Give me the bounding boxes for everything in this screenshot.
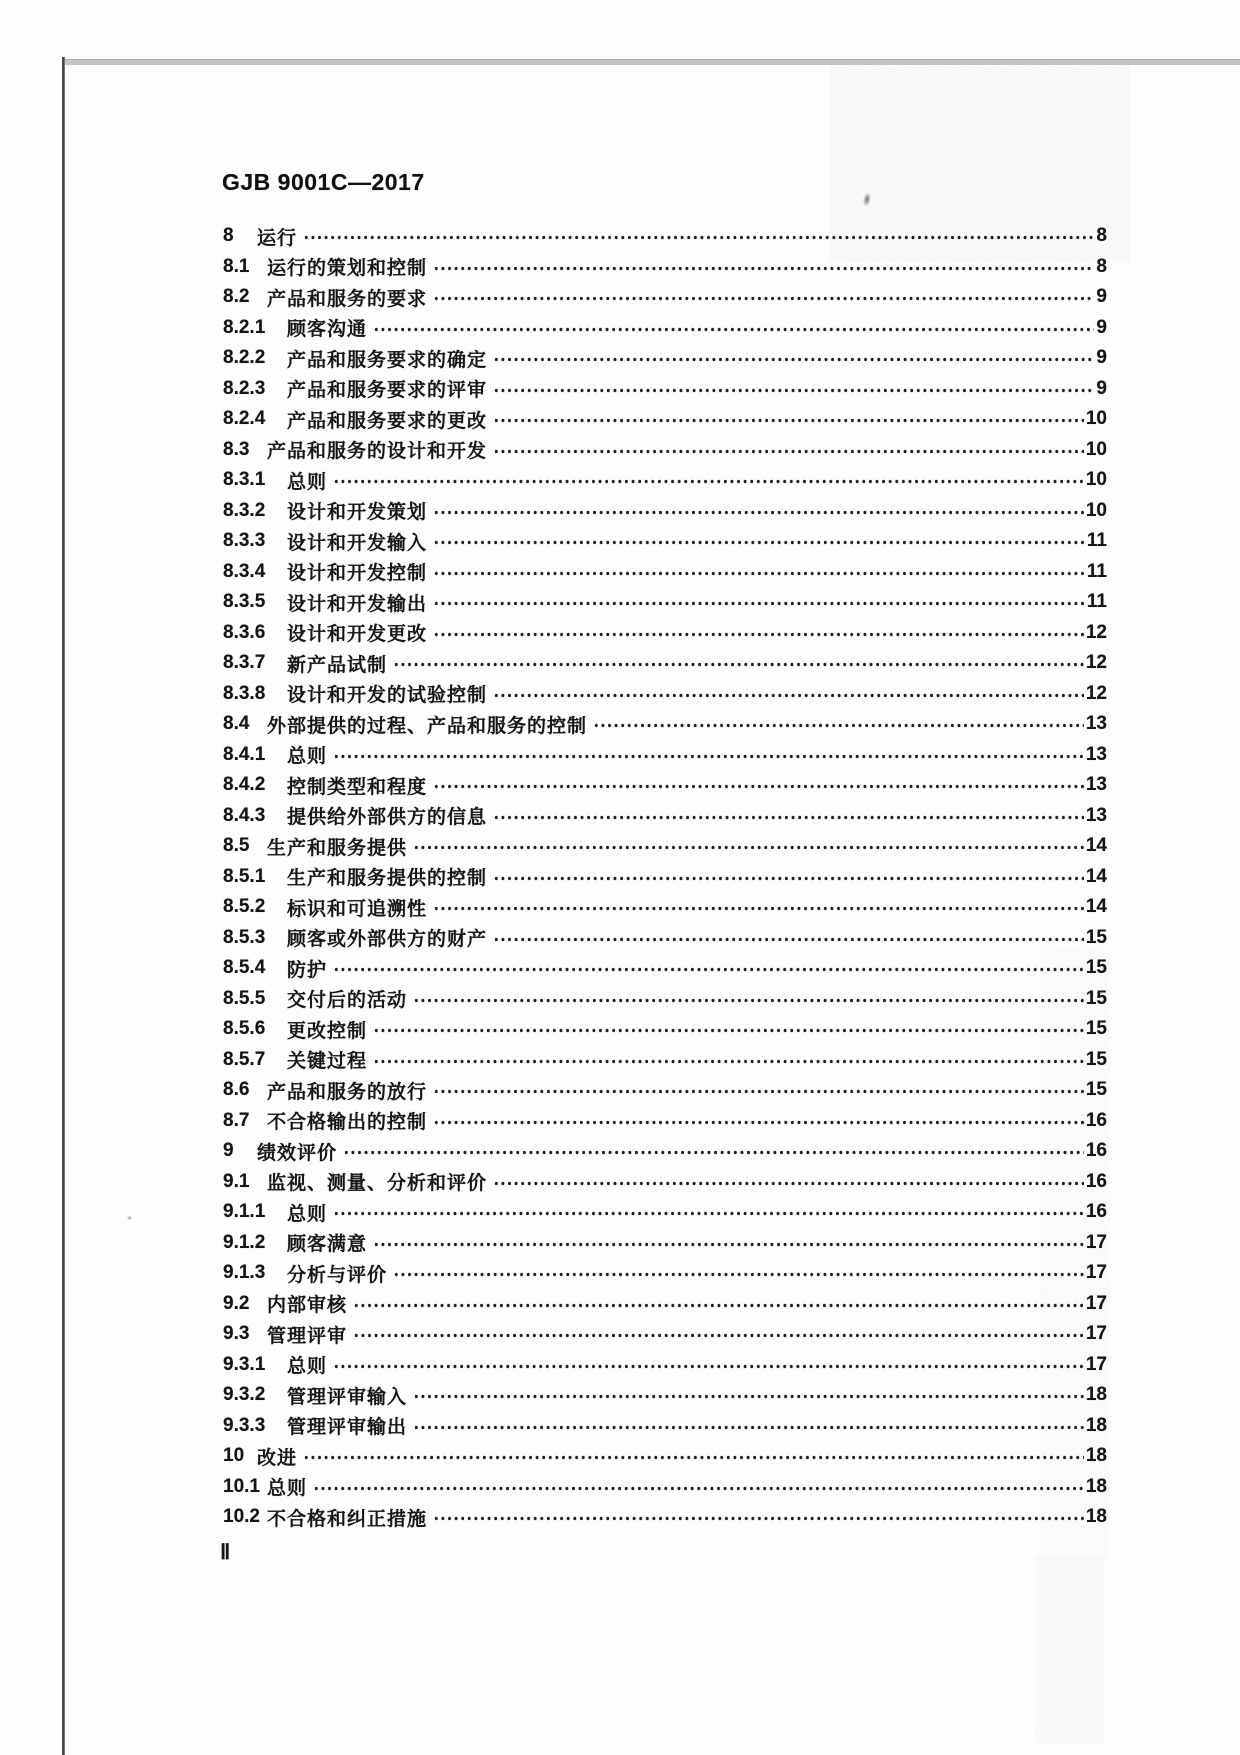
toc-entry <box>223 496 1107 527</box>
toc-entry-title: 总则 <box>287 1203 328 1225</box>
toc-entry-number: 8.3.1 <box>223 469 266 491</box>
dot-leader <box>433 1106 1084 1137</box>
toc-entry <box>223 221 1107 252</box>
dot-leader <box>493 404 1084 435</box>
scan-top-edge-line <box>62 59 1240 65</box>
toc-entry-number: 8.3.8 <box>223 682 266 704</box>
toc-entry-title: 产品和服务要求的评审 <box>287 380 488 402</box>
toc-entry-number: 8.2 <box>223 286 250 308</box>
toc-entry-title: 设计和开发更改 <box>287 624 428 646</box>
dot-leader <box>493 343 1094 374</box>
toc-entry-number: 8.4.1 <box>223 743 266 765</box>
toc-entry <box>223 435 1107 466</box>
toc-entry-title: 顾客满意 <box>287 1234 368 1256</box>
toc-entry <box>223 1502 1107 1533</box>
dot-leader <box>433 557 1085 588</box>
toc-entry <box>223 801 1107 832</box>
toc-entry-page: 15 <box>1085 1018 1107 1040</box>
dot-leader <box>313 1472 1084 1503</box>
toc-entry-page: 13 <box>1085 774 1107 796</box>
toc-entry <box>223 892 1107 923</box>
toc-entry-title: 产品和服务的放行 <box>267 1081 428 1103</box>
page-number-footer: Ⅱ <box>220 1540 231 1564</box>
doc-standard-number: GJB 9001C—2017 <box>222 169 425 195</box>
toc-entry <box>223 1045 1107 1076</box>
toc-entry <box>223 740 1107 771</box>
dot-leader <box>393 1258 1084 1289</box>
toc-entry-number: 8.7 <box>223 1109 250 1131</box>
dot-leader <box>373 313 1094 344</box>
toc-entry-title: 分析与评价 <box>287 1264 388 1286</box>
toc-entry <box>223 1106 1107 1137</box>
toc-entry-number: 10.1 <box>223 1475 260 1497</box>
toc-entry <box>223 709 1107 740</box>
toc-entry <box>223 557 1107 588</box>
dot-leader <box>493 923 1084 954</box>
toc-entry-title: 顾客或外部供方的财产 <box>287 929 488 951</box>
dot-leader <box>413 1411 1084 1442</box>
toc-entry-title: 生产和服务提供 <box>267 837 408 859</box>
dot-leader <box>373 1228 1084 1259</box>
toc-entry-number: 8.3.7 <box>223 652 266 674</box>
scan-speck-mark <box>127 1216 132 1220</box>
dot-leader <box>593 709 1084 740</box>
toc-entry-number: 9.1.1 <box>223 1201 266 1223</box>
toc-entry-page: 14 <box>1085 865 1107 887</box>
toc-entry <box>223 618 1107 649</box>
toc-entry <box>223 252 1107 283</box>
toc-entry-title: 总则 <box>287 746 328 768</box>
toc-entry-page: 13 <box>1085 743 1107 765</box>
toc-entry-title: 总则 <box>287 471 328 493</box>
toc-entry <box>223 1197 1107 1228</box>
dot-leader <box>413 831 1084 862</box>
toc-entry-number: 8.4.3 <box>223 804 266 826</box>
toc-entry-title: 运行 <box>257 227 298 249</box>
toc-entry-number: 8.5.3 <box>223 926 266 948</box>
toc-entry-page: 10 <box>1085 499 1107 521</box>
toc-entry-page: 18 <box>1085 1414 1107 1436</box>
toc-entry-page: 17 <box>1085 1323 1107 1345</box>
dot-leader <box>493 801 1084 832</box>
toc-entry <box>223 1350 1107 1381</box>
toc-entry <box>223 587 1107 618</box>
toc-entry-page: 15 <box>1085 926 1107 948</box>
toc-entry <box>223 770 1107 801</box>
dot-leader <box>493 374 1094 405</box>
dot-leader <box>353 1319 1084 1350</box>
toc-entry <box>223 1167 1107 1198</box>
toc-entry-page: 10 <box>1085 469 1107 491</box>
toc-entry-title: 设计和开发控制 <box>287 563 428 585</box>
dot-leader <box>433 1502 1084 1533</box>
toc-entry-page: 17 <box>1085 1231 1107 1253</box>
toc-entry-number: 8.3.6 <box>223 621 266 643</box>
toc-entry-number: 8.2.1 <box>223 316 266 338</box>
toc-entry-page: 11 <box>1086 591 1107 613</box>
toc-entry-number: 9.3.1 <box>223 1353 266 1375</box>
toc-entry-title: 标识和可追溯性 <box>287 898 428 920</box>
dot-leader <box>493 435 1084 466</box>
toc-entry-number: 9 <box>223 1140 234 1162</box>
dot-leader <box>333 953 1084 984</box>
toc-entry <box>223 1411 1107 1442</box>
toc-entry-page: 17 <box>1085 1262 1107 1284</box>
toc-entry-page: 9 <box>1096 286 1107 308</box>
dot-leader <box>333 1197 1084 1228</box>
toc-entry-number: 10 <box>223 1445 245 1467</box>
dot-leader <box>493 679 1084 710</box>
toc-entry-number: 8.2.2 <box>223 347 266 369</box>
toc-entry-title: 设计和开发输入 <box>287 532 428 554</box>
toc-entry-title: 不合格输出的控制 <box>267 1112 428 1134</box>
toc-entry-page: 8 <box>1096 225 1107 247</box>
toc-entry-title: 内部审核 <box>267 1295 348 1317</box>
toc-entry-title: 产品和服务的要求 <box>267 288 428 310</box>
toc-entry <box>223 831 1107 862</box>
toc-entry <box>223 1319 1107 1350</box>
toc-entry-page: 12 <box>1085 682 1107 704</box>
dot-leader <box>433 252 1094 283</box>
toc-entry <box>223 1472 1107 1503</box>
toc-entry-page: 11 <box>1086 530 1107 552</box>
toc-entry-number: 8.5.6 <box>223 1018 266 1040</box>
dot-leader <box>303 221 1094 252</box>
dot-leader <box>303 1441 1084 1472</box>
toc-entry-number: 10.2 <box>223 1506 260 1528</box>
toc-entry <box>223 862 1107 893</box>
toc-entry-number: 8.5.1 <box>223 865 266 887</box>
toc-entry-title: 产品和服务要求的确定 <box>287 349 488 371</box>
toc-entry-number: 8.2.3 <box>223 377 266 399</box>
toc-entry-title: 总则 <box>287 1356 328 1378</box>
toc-entry <box>223 1258 1107 1289</box>
scan-smudge-mark <box>862 191 873 207</box>
toc-entry-number: 8 <box>223 225 234 247</box>
toc-entry-title: 总则 <box>267 1478 308 1500</box>
toc-entry-page: 17 <box>1085 1353 1107 1375</box>
toc-entry-number: 8.3.3 <box>223 530 266 552</box>
toc-entry <box>223 1228 1107 1259</box>
toc-entry-page: 9 <box>1096 316 1107 338</box>
toc-entry-number: 8.4.2 <box>223 774 266 796</box>
toc-entry-page: 18 <box>1085 1445 1107 1467</box>
toc-entry-title: 不合格和纠正措施 <box>267 1508 428 1530</box>
dot-leader <box>333 1350 1084 1381</box>
toc-entry-page: 15 <box>1085 987 1107 1009</box>
toc-entry <box>223 923 1107 954</box>
scan-noise-bottom-right <box>1035 1555 1105 1745</box>
dot-leader <box>333 465 1084 496</box>
dot-leader <box>353 1289 1084 1320</box>
toc-entry-number: 9.2 <box>223 1292 250 1314</box>
toc-entry-title: 绩效评价 <box>257 1142 338 1164</box>
dot-leader <box>413 984 1084 1015</box>
toc-entry-title: 设计和开发的试验控制 <box>287 685 488 707</box>
toc-entry-number: 8.4 <box>223 713 250 735</box>
dot-leader <box>433 770 1084 801</box>
toc-entry <box>223 1075 1107 1106</box>
toc-entry <box>223 953 1107 984</box>
toc-entry-title: 新产品试制 <box>287 654 388 676</box>
dot-leader <box>433 618 1084 649</box>
toc-entry <box>223 465 1107 496</box>
toc-entry-number: 9.3.3 <box>223 1414 266 1436</box>
toc-entry-page: 13 <box>1085 804 1107 826</box>
toc-entry-page: 9 <box>1096 347 1107 369</box>
dot-leader <box>393 648 1084 679</box>
toc-entry-number: 8.3.5 <box>223 591 266 613</box>
toc-entry <box>223 1441 1107 1472</box>
toc-entry-page: 14 <box>1085 835 1107 857</box>
toc-entry <box>223 313 1107 344</box>
toc-entry-title: 产品和服务要求的更改 <box>287 410 488 432</box>
toc-entry-title: 防护 <box>287 959 328 981</box>
dot-leader <box>333 740 1084 771</box>
toc-entry-number: 8.5.7 <box>223 1048 266 1070</box>
toc-entry-number: 8.5.5 <box>223 987 266 1009</box>
toc-entry-page: 15 <box>1085 1048 1107 1070</box>
toc-entry-title: 产品和服务的设计和开发 <box>267 441 488 463</box>
toc-entry-number: 8.5 <box>223 835 250 857</box>
toc-entry-number: 8.1 <box>223 255 250 277</box>
toc-entry-page: 16 <box>1085 1170 1107 1192</box>
toc-entry-number: 9.1 <box>223 1170 250 1192</box>
toc-entry <box>223 1136 1107 1167</box>
toc-entry-page: 14 <box>1085 896 1107 918</box>
dot-leader <box>413 1380 1084 1411</box>
toc-entry-number: 8.3.2 <box>223 499 266 521</box>
toc-entry-title: 更改控制 <box>287 1020 368 1042</box>
toc-entry-number: 8.5.2 <box>223 896 266 918</box>
toc-entry-title: 顾客沟通 <box>287 319 368 341</box>
toc-entry-page: 12 <box>1085 621 1107 643</box>
toc-entry-title: 设计和开发输出 <box>287 593 428 615</box>
toc-entry-page: 13 <box>1085 713 1107 735</box>
toc-entry-title: 提供给外部供方的信息 <box>287 807 488 829</box>
toc-entry <box>223 404 1107 435</box>
toc-entry-number: 8.5.4 <box>223 957 266 979</box>
toc-entry-title: 关键过程 <box>287 1051 368 1073</box>
toc-entry-page: 8 <box>1096 255 1107 277</box>
toc-entry <box>223 374 1107 405</box>
dot-leader <box>343 1136 1084 1167</box>
toc-entry-page: 9 <box>1096 377 1107 399</box>
toc-entry-number: 8.3.4 <box>223 560 266 582</box>
toc-entry <box>223 679 1107 710</box>
toc-entry-title: 外部提供的过程、产品和服务的控制 <box>267 715 588 737</box>
toc-entry-number: 8.6 <box>223 1079 250 1101</box>
toc-entry <box>223 1289 1107 1320</box>
toc-entry-title: 改进 <box>257 1447 298 1469</box>
toc-entry <box>223 984 1107 1015</box>
toc-entry-number: 9.1.3 <box>223 1262 266 1284</box>
dot-leader <box>493 1167 1084 1198</box>
toc-entry-title: 设计和开发策划 <box>287 502 428 524</box>
dot-leader <box>433 282 1094 313</box>
toc-entry-page: 18 <box>1085 1506 1107 1528</box>
table-of-contents <box>223 221 1107 1533</box>
toc-entry-title: 控制类型和程度 <box>287 776 428 798</box>
toc-entry-number: 9.3.2 <box>223 1384 266 1406</box>
toc-entry-title: 生产和服务提供的控制 <box>287 868 488 890</box>
scan-left-edge-line <box>62 57 65 1755</box>
toc-entry <box>223 343 1107 374</box>
toc-entry-title: 监视、测量、分析和评价 <box>267 1173 488 1195</box>
toc-entry-page: 18 <box>1085 1384 1107 1406</box>
dot-leader <box>373 1045 1084 1076</box>
toc-entry-page: 16 <box>1085 1201 1107 1223</box>
dot-leader <box>433 1075 1084 1106</box>
toc-entry-title: 交付后的活动 <box>287 990 408 1012</box>
dot-leader <box>433 526 1085 557</box>
toc-entry-number: 8.2.4 <box>223 408 266 430</box>
toc-entry-page: 12 <box>1085 652 1107 674</box>
toc-entry-title: 运行的策划和控制 <box>267 258 428 280</box>
toc-entry-page: 15 <box>1085 1079 1107 1101</box>
dot-leader <box>373 1014 1084 1045</box>
toc-entry-page: 16 <box>1085 1109 1107 1131</box>
toc-entry-title: 管理评审输出 <box>287 1417 408 1439</box>
toc-entry-number: 8.3 <box>223 438 250 460</box>
toc-entry <box>223 648 1107 679</box>
toc-entry-page: 10 <box>1085 408 1107 430</box>
toc-entry-title: 管理评审输入 <box>287 1386 408 1408</box>
toc-entry <box>223 1014 1107 1045</box>
toc-entry-number: 9.1.2 <box>223 1231 266 1253</box>
dot-leader <box>433 496 1084 527</box>
toc-entry-page: 17 <box>1085 1292 1107 1314</box>
toc-entry-page: 16 <box>1085 1140 1107 1162</box>
toc-entry <box>223 526 1107 557</box>
toc-entry-page: 18 <box>1085 1475 1107 1497</box>
dot-leader <box>433 892 1084 923</box>
dot-leader <box>433 587 1085 618</box>
toc-entry <box>223 1380 1107 1411</box>
dot-leader <box>493 862 1084 893</box>
toc-entry-page: 15 <box>1085 957 1107 979</box>
toc-entry-page: 11 <box>1086 560 1107 582</box>
toc-entry-page: 10 <box>1085 438 1107 460</box>
toc-entry <box>223 282 1107 313</box>
toc-entry-number: 9.3 <box>223 1323 250 1345</box>
toc-entry-title: 管理评审 <box>267 1325 348 1347</box>
